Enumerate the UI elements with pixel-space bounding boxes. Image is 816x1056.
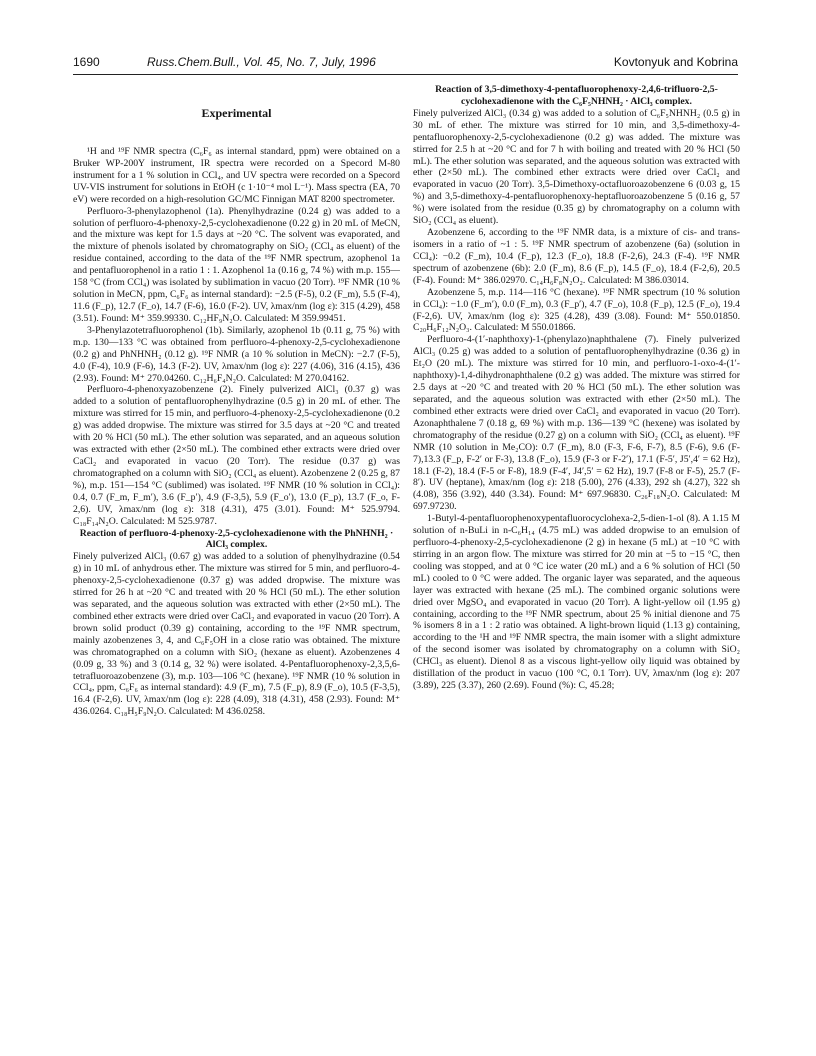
left-column [73,84,400,1039]
running-header [73,50,738,75]
paragraph-compound-1a: Perfluoro-3-phenylazophenol (1a). Phenylhydrazine (0.24 g) was added to a solution of perfluoro-4-phenoxy-2,5-cyclohexadienone (0.22 g) in 20 mL of MeCN, and the mixture was kept for 1.5 days at ~20 °C. The solvent was evaporated, and the mixture of phenols isolated by chromatography on SiO₂ (CCl₄ as eluent) of the residue contained, according to the data of the ¹⁹F NMR spectrum, azophenol 1a and pentafluorophenol in a ratio 1 : 1. Azophenol 1a (0.16 g, 74 %) with m.p. 155—158 °C (from CCl₄) was isolated by sublimation in vacuo (20 Torr). ¹⁹F NMR (10 % solution in MeCN, ppm, C₆F₆ as internal standard): −2.5 (F-5), 0.2 (F_m), 5.5 (F-4), 11.6 (F_p), 12.7 (F_o), 14.7 (F-6), 16.0 (F-2). UV, λmax/nm (log ε): 315 (4.29), 458 (3.51). Found: M⁺ 359.99330. C₁₂HF₉N₂O. Calculated: M 359.99451. [73,205,400,324]
paragraph-compound-8: 1-Butyl-4-pentafluorophenoxypentafluorocyclohexa-2,5-dien-1-ol (8). A 1.15 M solution of n-BuLi in n-C₆H₁₄ (4.75 mL) was added dropwise to an emulsion of perfluoro-4-phenoxy-2,5-cyclohexadienone (2 g) in hexane (5 mL) at −10 °C with stirring in an argon flow. The mixture was stirred for 20 min at −5 to −15 °C, then cooling was stopped, and at 0 °C ice water (20 mL) and a 6 % solution of HCl (50 mL) cooled to 0 °C were added. The organic layer was separated, and the aqueous layer was extracted with hexane (25 mL). The combined organic solutions were dried over MgSO₄ and evaporated in vacuo (20 Torr). A light-yellow oil (1.95 g) containing, according to the ¹⁹F NMR spectrum, about 25 % initial dienone and 75 % isomers 8 in a 1 : 2 ratio was obtained. A light-brown liquid (1.13 g) containing, according to the ¹H and ¹⁹F NMR spectra, the main isomer with a slight admixture of the second isomer was isolated by chromatography on a column with SiO₂ (CHCl₃ as eluent). Dienol 8 as a viscous light-yellow oily liquid was obtained by distillation of the product in vacuo (100 °C, 0.1 Torr). UV, λmax/nm (log ε): 207 (3.89), 225 (3.37), 260 (2.69). Found (%): C, 45.28; [413,513,740,692]
journal-citation: Russ.Chem.Bull., Vol. 45, No. 7, July, 1996 [147,55,376,69]
running-authors: Kovtonyuk and Kobrina [613,55,738,69]
paragraph-compound-1b: 3-Phenylazotetrafluorophenol (1b). Similarly, azophenol 1b (0.11 g, 75 %) with m.p. 130—133 °C was obtained from perfluoro-4-phenoxy-2,5-cyclohexadienone (0.2 g) and PhNHNH₂ (0.12 g). ¹⁹F NMR (a 10 % solution in MeCN): −2.7 (F-5), 4.0 (F-4), 10.9 (F-6), 14.3 (F-2). UV, λmax/nm (log ε): 227 (4.06), 316 (4.15), 436 (2.93). Found: M⁺ 270.04260. C₁₂H₆F₄N₂O. Calculated: M 270.04162. [73,324,400,384]
paragraph-compound-2: Perfluoro-4-phenoxyazobenzene (2). Finely pulverized AlCl₃ (0.37 g) was added to a solution of pentafluorophenylhydrazine (0.5 g) in 20 mL of ether. The mixture was stirred for 15 min, and perfluoro-4-phenoxy-2,5-cyclohexadienone (0.2 g) was added dropwise. The mixture was stirred for 3.5 days at ~20 °C and treated with 20 % HCl (50 mL). The ether solution was separated, and an aqueous solution was extracted with ether (2×50 mL). The combined ether extracts were dried over CaCl₂ and evaporated in vacuo (20 Torr). The residue (0.37 g) was chromatographed on a column with SiO₂ (CCl₄ as eluent). Azobenzene 2 (0.25 g, 87 %), m.p. 151—154 °C (sublimed) was isolated. ¹⁹F NMR (10 % solution in CCl₄): 0.4, 0.7 (F_m, F_m′), 3.6 (F_p′), 4.9 (F-3,5), 5.9 (F_o′), 13.0 (F_p), 13.7 (F_o, F-2,6). UV, λmax/nm (log ε): 318 (4.31), 475 (3.01). Found: M⁺ 525.9794. C₁₈F₁₄N₂O. Calculated: M 525.9787. [73,384,400,527]
paragraph-instruments: ¹H and ¹⁹F NMR spectra (C₆F₆ as internal standard, ppm) were obtained on a Bruker WP-200Y instrument, IR spectra were recorded on a Specord M-80 instrument for a 1 % solution in CCl₄, and UV spectra were recorded on a Specord UV-VIS instrument for solutions in EtOH (c 1·10⁻⁴ mol L⁻¹). Mass spectra (EA, 70 eV) were recorded on a high-resolution GC/MC Finnigan MAT 8200 spectrometer. [73,146,400,205]
paragraph-azobenzene-5: Azobenzene 5, m.p. 114—116 °C (hexane). ¹⁹F NMR spectrum (10 % solution in CCl₄): −1.0 (F_m′), 0.0 (F_m), 0.3 (F_p′), 4.7 (F_o), 10.8 (F_p), 12.5 (F_o), 19.4 (F-2,6). UV, λmax/nm (log ε): 325 (4.28), 439 (3.08). Found: M⁺ 550.01850. C₂₀H₆F₁₂N₂O₃. Calculated: M 550.01866. [413,286,740,334]
right-column [413,84,740,1039]
subheading-reaction-c6f5nhnh2: Reaction of 3,5-dimethoxy-4-pentafluorophenoxy-2,4,6-trifluoro-2,5-cyclohexadienone with the C₆F₅NHNH₂ · AlCl₃ complex. [435,84,718,107]
subheading-reaction-phnhnh2: Reaction of perfluoro-4-phenoxy-2,5-cyclohexadienone with the PhNHNH₂ · AlCl₃ complex. [79,527,394,551]
paragraph-reaction-c6f5nhnh2: Finely pulverized AlCl₃ (0.34 g) was added to a solution of C₆F₅NHNH₂ (0.5 g) in 30 mL of ether. The mixture was stirred for 10 min, and 3,5-dimethoxy-4-pentafluorophenoxy-2,5-cyclohexadienone (0.2 g) was added. The mixture was stirred for 2.5 h at ~20 °C and for 7 h with boiling and treated with 20 % HCl (50 mL). The ether solution was separated, and the aqueous solution was extracted with ether (2×50 mL). The combined ether extracts were dried over CaCl₂ and evaporated in vacuo (20 Torr). 3,5-Dimethoxy-octafluoroazobenzene 6 (0.03 g, 15 %) and 3,5-dimethoxy-4-pentafluorophenoxy-heptafluoroazobenzene 5 (0.16 g, 57 %) were isolated from the residue (0.35 g) by chromatography on a column with SiO₂ (CCl₄ as eluent). [413,107,740,227]
paragraph-compound-7: Perfluoro-4-(1′-naphthoxy)-1-(phenylazo)naphthalene (7). Finely pulverized AlCl₃ (0.25 g) was added to a solution of pentafluorophenylhydrazine (0.36 g) in Et₂O (20 mL). The mixture was stirred for 10 min, and perfluoro-1-oxo-4-(1′-naphthoxy)-1,4-dihydronaphthalene (0.2 g) was added. The mixture was stirred for 2.5 days at ~20 °C and treated with 20 % HCl (50 mL). The ether solution was separated, and the aqueous solution was extracted with ether (2×50 mL). The combined ether extracts were dried over CaCl₂ and evaporated in vacuo (20 Torr). Azonaphthalene 7 (0.18 g, 69 %) with m.p. 136—139 °C (hexene) was isolated by chromatography of the residue (0.27 g) on a column with SiO₂ (CCl₄ as eluent). ¹⁹F NMR (10 solution in Me₂CO): 0.7 (F_m), 8.0 (F-3, F-6, F-7), 8.5 (F-6), 9.6 (F-7),13.3 (F_p, F-2′ or F-3), 13.8 (F_o), 15.9 (F-3 or F-2′), 17.1 (F-5′, J5′,4′ = 62 Hz), 18.1 (F-2), 18.4 (F-5 or F-8), 18.9 (F-4′, J4′,5′ = 62 Hz), 19.7 (F-8 or F-5), 25.7 (F-8′). UV (heptane), λmax/nm (log ε): 218 (5.00), 276 (4.33), 292 sh (4.27), 322 sh (4.08), 356 (3.92), 440 (3.34). Found: M⁺ 697.96830. C₂₆F₁₈N₂O. Calculated: M 697.97230. [413,334,740,513]
section-title: Experimental [201,106,272,120]
paragraph-azobenzene-6: Azobenzene 6, according to the ¹⁹F NMR data, is a mixture of cis- and trans-isomers in a ratio of ~1 : 5. ¹⁹F NMR spectrum of azobenzene (6a) (solution in CCl₄): −0.2 (F_m), 10.4 (F_p), 12.3 (F_o), 18.8 (F-2,6), 24.3 (F-4). ¹⁹F NMR spectrum of azobenzene (6b): 2.0 (F_m), 8.6 (F_p), 14.5 (F_o), 18.4 (F-2,6), 20.5 (F-4). Found: M⁺ 386.02970. C₁₄H₆F₈N₂O₂. Calculated: M 386.03014. [413,227,740,286]
paragraph-reaction-phnhnh2: Finely pulverized AlCl₃ (0.67 g) was added to a solution of phenylhydrazine (0.54 g) in 10 mL of anhydrous ether. The mixture was stirred for 5 min, and perfluoro-4-phenoxy-2,5-cyclohexadienone (0.37 g) was added dropwise. The mixture was stirred for 26 h at ~20 °C and treated with 20 % HCl (50 mL). The ether solution was separated, and the aqueous solution was extracted with ether (2×50 mL). The combined ether extracts were dried over CaCl₂ and evaporated in vacuo (20 Torr). A brown solid product (0.39 g) containing, according to the ¹⁹F NMR spectrum, mainly azobenzenes 3, 4, and C₆F₅OH in a close ratio was obtained. The mixture was chromatographed on a column with SiO₂ (hexane as eluent). Azobenzenes 4 (0.09 g, 33 %) and 3 (0.14 g, 32 %) were isolated. 4-Pentafluorophenoxy-2,3,5,6-tetrafluoroazobenzene (3), m.p. 103—106 °C (hexane). ¹⁹F NMR (10 % solution in CCl₄, ppm, C₆F₆ as internal standard): 4.9 (F_m), 7.5 (F_p), 8.9 (F_o), 10.5 (F-3,5), 16.4 (F-2,6). UV, λmax/nm (log ε): 228 (4.09), 318 (4.31), 458 (2.93). Found: M⁺ 436.0264. C₁₈H₅F₉N₂O. Calculated: M 436.0258. [73,551,400,718]
page-number: 1690 [73,55,100,69]
